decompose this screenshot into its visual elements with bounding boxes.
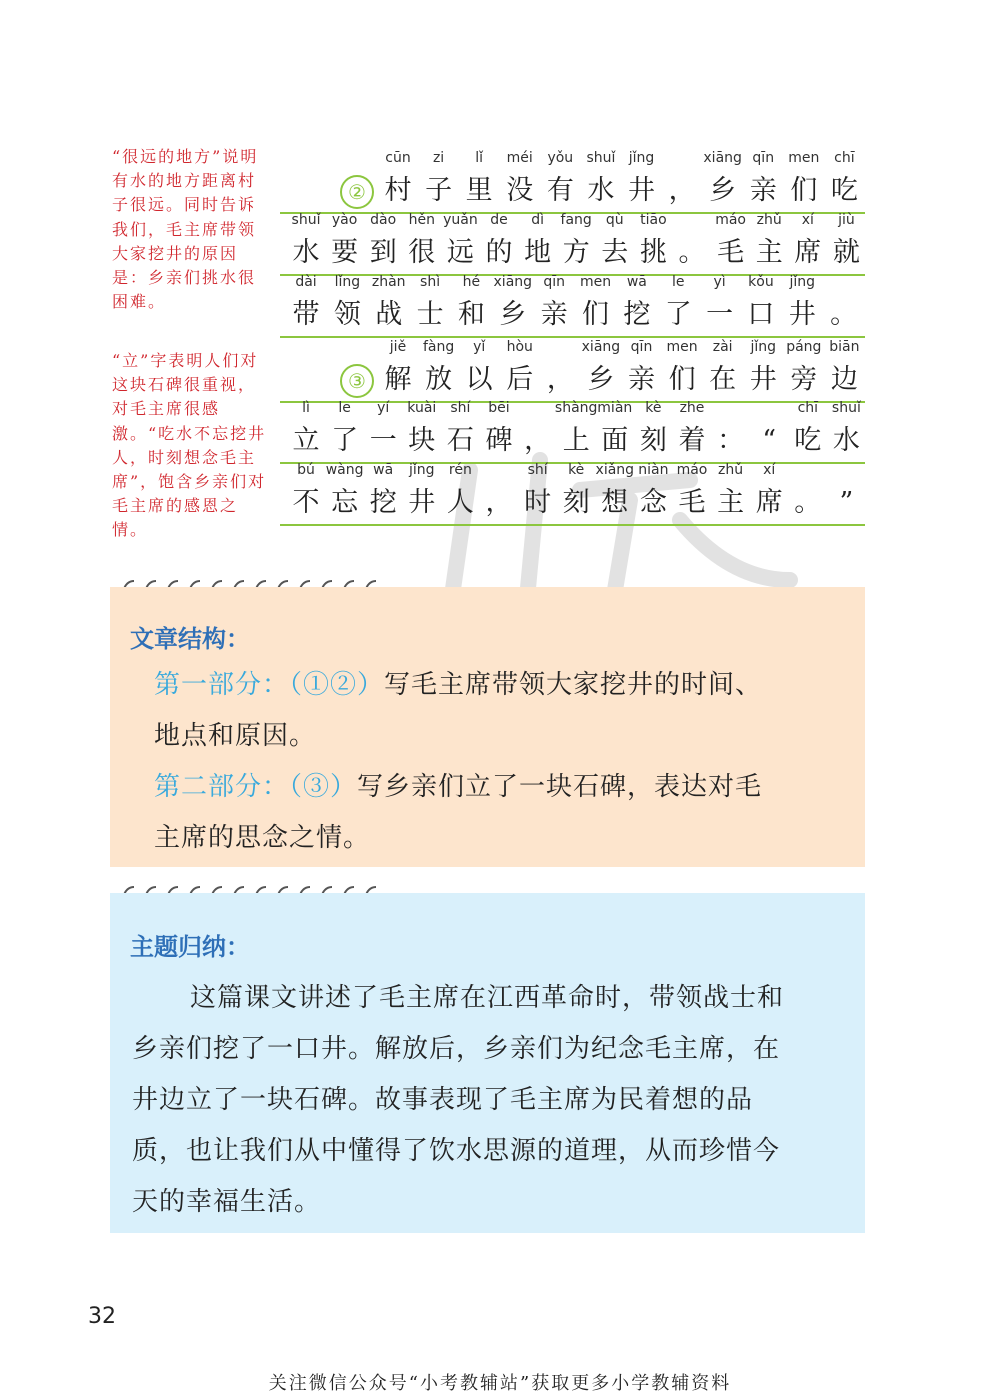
theme-title: 主题归纳： [130, 933, 250, 961]
text-line [280, 274, 865, 338]
pinyin [819, 274, 869, 296]
hanzi: 刻 [562, 487, 590, 518]
hanzi: ， [524, 425, 552, 456]
paragraph-number: ③ [340, 364, 374, 398]
hanzi: 井 [408, 487, 436, 518]
side-note-2: “立”字表明人们对这块石碑很重视，对毛主席很感激。“吃水不忘挖井人，时刻想念毛主席”，饱含乡亲们对毛主席的感恩之情。 [112, 351, 267, 540]
hanzi: 有 [546, 175, 574, 206]
pinyin: lǐ [475, 150, 484, 166]
pinyin: dài [295, 274, 317, 290]
pinyin: niàn [638, 462, 669, 478]
theme-line-5: 天的幸福生活。 [132, 1187, 322, 1217]
pinyin: le [671, 274, 685, 290]
structure-part1-cont: 地点和原因。 [154, 721, 317, 751]
part2-label: 第二部分：（③） [154, 772, 358, 802]
pinyin-unit [821, 400, 871, 460]
hanzi: 时 [524, 487, 552, 518]
pinyin: zi [432, 150, 445, 166]
pinyin: jǐng [409, 462, 435, 478]
pinyin: qù [605, 212, 624, 228]
pinyin: cūn [385, 150, 411, 166]
theme-box [110, 893, 865, 1233]
hanzi: 想 [601, 487, 629, 518]
pinyin: lì [302, 400, 310, 416]
pinyin: biān [829, 339, 860, 355]
pinyin: bú [297, 462, 315, 478]
hanzi: 块 [408, 425, 436, 456]
text-line [280, 150, 865, 214]
hanzi: 席 [755, 487, 783, 518]
pinyin: zhàn [371, 274, 406, 290]
hanzi: 要 [331, 237, 359, 268]
part1-label: 第一部分：（①②） [154, 670, 385, 700]
theme-line-1: 这篇课文讲述了毛主席在江西革命时，带领战士和 [190, 983, 785, 1013]
hanzi: 亲 [540, 299, 568, 330]
pinyin: shì [420, 274, 441, 290]
text-line [280, 212, 865, 276]
hanzi: 水 [832, 425, 860, 456]
hanzi: 了 [331, 425, 359, 456]
pinyin: rén [448, 462, 472, 478]
hanzi: 人 [446, 487, 474, 518]
hanzi: 主 [755, 237, 783, 268]
pinyin-unit [821, 212, 871, 272]
hanzi: 边 [830, 364, 858, 395]
hanzi: 亲 [749, 175, 777, 206]
pinyin: wā [373, 462, 394, 478]
pinyin: shàng [554, 400, 598, 416]
hanzi: ： [717, 425, 745, 456]
pinyin: qīn [630, 339, 653, 355]
pinyin: jǐng [628, 150, 655, 166]
hanzi: 水 [292, 237, 320, 268]
hanzi: 水 [587, 175, 615, 206]
hanzi: 地 [524, 237, 552, 268]
pinyin: shí [450, 400, 471, 416]
hanzi: 。 [830, 299, 858, 330]
pinyin: chī [834, 150, 855, 166]
hanzi: 井 [749, 364, 777, 395]
pinyin: máo [676, 462, 708, 478]
pinyin: hé [462, 274, 481, 290]
pinyin: xí [801, 212, 814, 228]
hanzi: 很 [408, 237, 436, 268]
pinyin: shuǐ [586, 150, 616, 166]
pinyin: miàn [597, 400, 633, 416]
hanzi: 井 [628, 175, 655, 206]
pinyin-unit [821, 462, 871, 522]
pinyin: wā [626, 274, 647, 290]
pinyin: dì [531, 212, 544, 228]
hanzi: 乡 [587, 364, 615, 395]
pinyin: yǐ [473, 339, 486, 355]
pinyin: shí [527, 462, 548, 478]
pinyin: jiù [838, 212, 855, 228]
hanzi: 放 [425, 364, 453, 395]
hanzi: 到 [369, 237, 397, 268]
structure-part2-cont: 主席的思念之情。 [154, 823, 371, 853]
pinyin: shuǐ [831, 400, 861, 416]
pinyin: lǐng [334, 274, 361, 290]
hanzi: 在 [709, 364, 737, 395]
pinyin: fàng [422, 339, 455, 355]
pinyin: fang [560, 212, 592, 228]
hanzi: 解 [384, 364, 412, 395]
hanzi: 忘 [331, 487, 359, 518]
hanzi: 吃 [830, 175, 858, 206]
hanzi: 的 [485, 237, 513, 268]
hanzi: 们 [790, 175, 818, 206]
pinyin: jǐng [789, 274, 816, 290]
pinyin: qīn [752, 150, 775, 166]
pinyin: le [338, 400, 351, 416]
pinyin: zài [712, 339, 733, 355]
pinyin [821, 462, 871, 484]
structure-box [110, 587, 865, 867]
part2-text-a: 写乡亲们立了一块石碑，表达对毛 [357, 772, 763, 802]
pinyin-unit [819, 339, 869, 399]
hanzi: 挖 [369, 487, 397, 518]
hanzi: ” [839, 487, 854, 518]
hanzi: 立 [292, 425, 320, 456]
hanzi: ， [485, 487, 513, 518]
hanzi: 方 [562, 237, 590, 268]
structure-part2 [154, 766, 762, 803]
pinyin: men [666, 339, 698, 355]
pinyin: méi [506, 150, 533, 166]
hanzi: 毛 [717, 237, 745, 268]
hanzi: 。 [678, 237, 706, 268]
hanzi: 乡 [709, 175, 737, 206]
hanzi: 一 [369, 425, 397, 456]
structure-part1 [154, 664, 762, 701]
pinyin: yǒu [547, 150, 574, 166]
theme-line-4: 质，也让我们从中懂得了饮水思源的道理，从而珍惜今 [132, 1136, 781, 1166]
text-line [280, 339, 865, 403]
pinyin: yí [377, 400, 390, 416]
pinyin: dào [370, 212, 397, 228]
hanzi: 挖 [623, 299, 651, 330]
pinyin: yào [331, 212, 358, 228]
pinyin: máo [715, 212, 746, 228]
pinyin: xiāng [703, 150, 742, 166]
pinyin: zhǔ [718, 462, 744, 478]
hanzi: 念 [639, 487, 667, 518]
hanzi: 口 [747, 299, 775, 330]
pinyin-unit [819, 150, 869, 210]
hanzi: 带 [292, 299, 320, 330]
pinyin: xiǎng [595, 462, 635, 478]
hanzi: 着 [678, 425, 706, 456]
pinyin: hěn [408, 212, 435, 228]
hanzi: 子 [425, 175, 453, 206]
pinyin: tiāo [640, 212, 667, 228]
hanzi: 毛 [678, 487, 706, 518]
hanzi: 里 [465, 175, 493, 206]
hanzi: 主 [717, 487, 745, 518]
hanzi: 没 [506, 175, 534, 206]
hanzi: 一 [706, 299, 734, 330]
structure-title: 文章结构： [130, 625, 250, 653]
hanzi: “ [762, 425, 777, 456]
theme-line-3: 井边立了一块石碑。故事表现了毛主席为民着想的品 [132, 1085, 754, 1115]
hanzi: 就 [832, 237, 860, 268]
hanzi: 井 [788, 299, 816, 330]
pinyin: xiāng [581, 339, 621, 355]
pinyin: yì [713, 274, 726, 290]
hanzi: 碑 [485, 425, 513, 456]
pinyin: kè [645, 400, 662, 416]
pinyin: zhe [679, 400, 705, 416]
pinyin: men [579, 274, 612, 290]
hanzi: 吃 [794, 425, 822, 456]
hanzi: 刻 [639, 425, 667, 456]
hanzi: 村 [384, 175, 412, 206]
hanzi: 旁 [790, 364, 818, 395]
hanzi: 挑 [639, 237, 667, 268]
pinyin: chī [797, 400, 819, 416]
pinyin: páng [786, 339, 822, 355]
hanzi: 乡 [499, 299, 527, 330]
hanzi: 领 [333, 299, 361, 330]
hanzi: 上 [562, 425, 590, 456]
pinyin-unit [819, 274, 869, 334]
pinyin: jiě [389, 339, 407, 355]
side-note-1: “很远的地方”说明有水的地方距离村子很远。同时告诉我们，毛主席带领大家挖井的原因是：乡亲们挑水很困难。 [112, 147, 259, 312]
pinyin: kǒu [748, 274, 774, 290]
hanzi: 去 [601, 237, 629, 268]
pinyin: yuǎn [443, 212, 478, 228]
hanzi: 石 [446, 425, 474, 456]
pinyin: kuài [407, 400, 437, 416]
text-line [280, 400, 865, 464]
hanzi: 了 [664, 299, 692, 330]
part1-text-a: 写毛主席带领大家挖井的时间、 [384, 670, 763, 700]
pinyin: jǐng [750, 339, 777, 355]
page-number: 32 [88, 1304, 116, 1329]
hanzi: 远 [446, 237, 474, 268]
pinyin: shuǐ [291, 212, 321, 228]
hanzi: 面 [601, 425, 629, 456]
footer-text: 关注微信公众号“小考教辅站”获取更多小学教辅资料 [268, 1373, 732, 1394]
theme-line-2: 乡亲们挖了一口井。解放后，乡亲们为纪念毛主席，在 [132, 1034, 781, 1064]
hanzi: 战 [375, 299, 403, 330]
pinyin: qīn [543, 274, 565, 290]
hanzi: ， [546, 364, 574, 395]
hanzi: 亲 [628, 364, 655, 395]
pinyin: zhǔ [756, 212, 782, 228]
pinyin: men [788, 150, 820, 166]
hanzi: 不 [292, 487, 320, 518]
text-line [280, 462, 865, 526]
hanzi: 席 [794, 237, 822, 268]
hanzi: 。 [794, 487, 822, 518]
paragraph-number: ② [340, 175, 374, 209]
pinyin: wàng [325, 462, 364, 478]
pinyin: bēi [488, 400, 510, 416]
pinyin: kè [568, 462, 585, 478]
hanzi: 士 [416, 299, 444, 330]
hanzi: 们 [582, 299, 609, 330]
pinyin: xí [763, 462, 776, 478]
hanzi: 后 [506, 364, 534, 395]
pinyin: xiāng [493, 274, 533, 290]
hanzi: 和 [457, 299, 485, 330]
pinyin: hòu [506, 339, 533, 355]
hanzi: 们 [668, 364, 696, 395]
hanzi: ， [668, 175, 696, 206]
hanzi: 以 [465, 364, 493, 395]
pinyin: de [490, 212, 508, 228]
